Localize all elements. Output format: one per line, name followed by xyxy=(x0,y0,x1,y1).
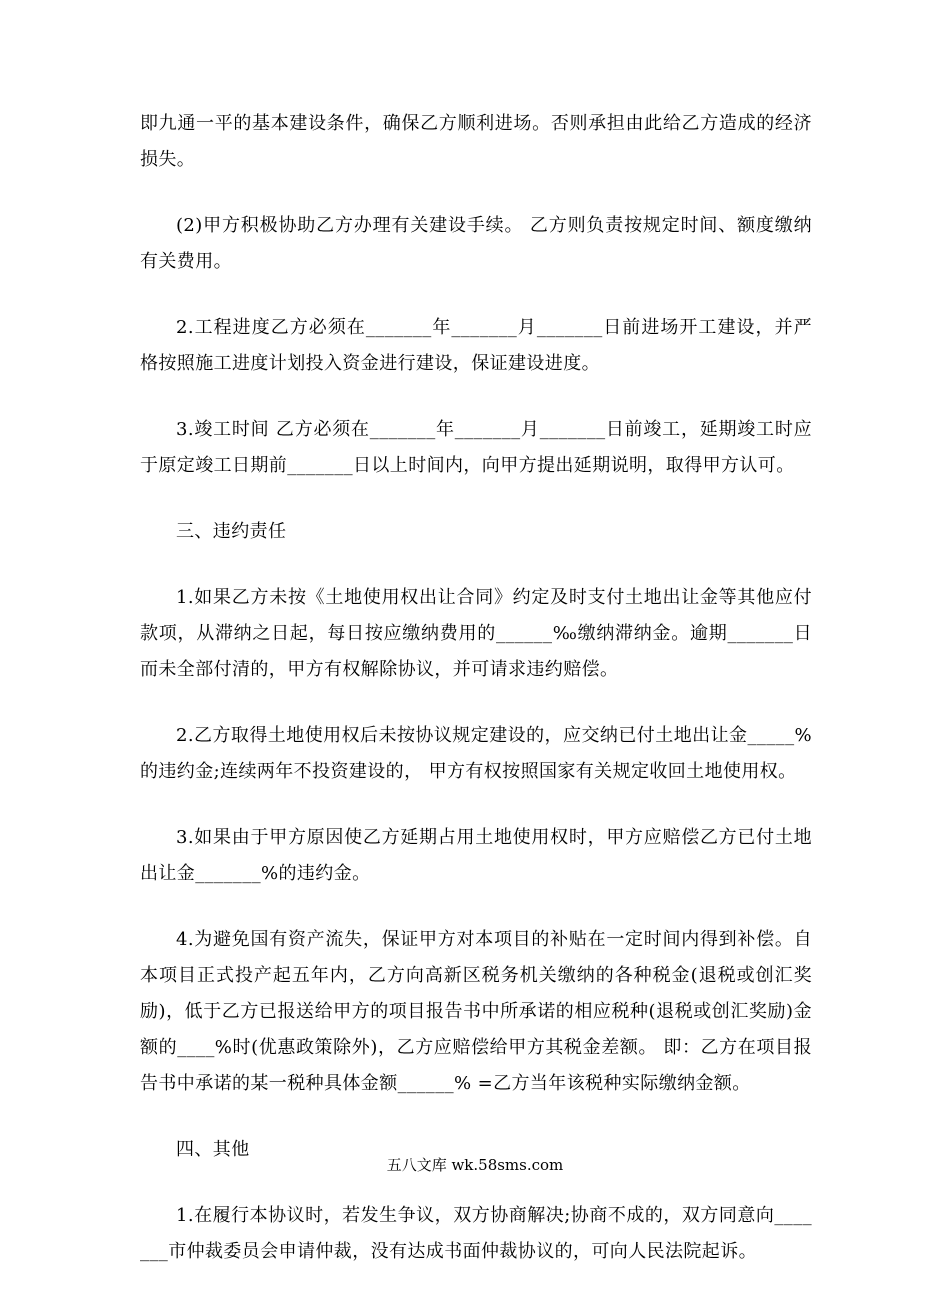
paragraph-liability-3: 3.如果由于甲方原因使乙方延期占用土地使用权时，甲方应赔偿乙方已付土地出让金_______%的违约金。 xyxy=(140,827,812,884)
paragraph-continuation: 即九通一平的基本建设条件，确保乙方顺利进场。否则承担由此给乙方造成的经济损失。 xyxy=(140,113,812,170)
paragraph-liability-4: 4.为避免国有资产流失，保证甲方对本项目的补贴在一定时间内得到补偿。自本项目正式投产起五年内，乙方向高新区税务机关缴纳的各种税金(退税或创汇奖励)，低于乙方已报送给甲方的项目报告书中所承诺的相应税种(退税或创汇奖励)金额的____%时(优惠政策除外)，乙方应赔偿给甲方其税金差额。 即：乙方在项目报告书中承诺的某一税种具体金额______% =乙方当年该税种实际缴纳金额。 xyxy=(140,929,812,1094)
paragraph-completion-time: 3.竣工时间 乙方必须在_______年_______月_______日前竣工，延期竣工时应于原定竣工日期前_______日以上时间内，向甲方提出延期说明，取得甲方认可。 xyxy=(140,419,812,476)
paragraph-other-1: 1.在履行本协议时，若发生争议，双方协商解决;协商不成的，双方同意向_______市仲裁委员会申请仲裁，没有达成书面仲裁协议的，可向人民法院起诉。 xyxy=(140,1205,812,1262)
paragraph-project-progress: 2.工程进度乙方必须在_______年_______月_______日前进场开工建设，并严格按照施工进度计划投入资金进行建设，保证建设进度。 xyxy=(140,317,812,374)
section-heading-other: 四、其他 xyxy=(176,1139,250,1160)
paragraph-clause-2-assist: (2)甲方积极协助乙方办理有关建设手续。 乙方则负责按规定时间、额度缴纳有关费用。 xyxy=(140,215,812,272)
document-body xyxy=(140,106,812,1300)
paragraph-liability-2: 2.乙方取得土地使用权后未按协议规定建设的，应交纳已付土地出让金_____%的违约金;连续两年不投资建设的， 甲方有权按照国家有关规定收回土地使用权。 xyxy=(140,725,812,782)
footer-watermark: 五八文库 wk.58sms.com xyxy=(386,1156,564,1174)
paragraph-liability-1: 1.如果乙方未按《土地使用权出让合同》约定及时支付土地出让金等其他应付款项，从滞纳之日起，每日按应缴纳费用的______‰缴纳滞纳金。逾期_______日而未全部付清的，甲方有权解除协议，并可请求违约赔偿。 xyxy=(140,587,812,680)
section-heading-liability: 三、违约责任 xyxy=(176,521,287,542)
